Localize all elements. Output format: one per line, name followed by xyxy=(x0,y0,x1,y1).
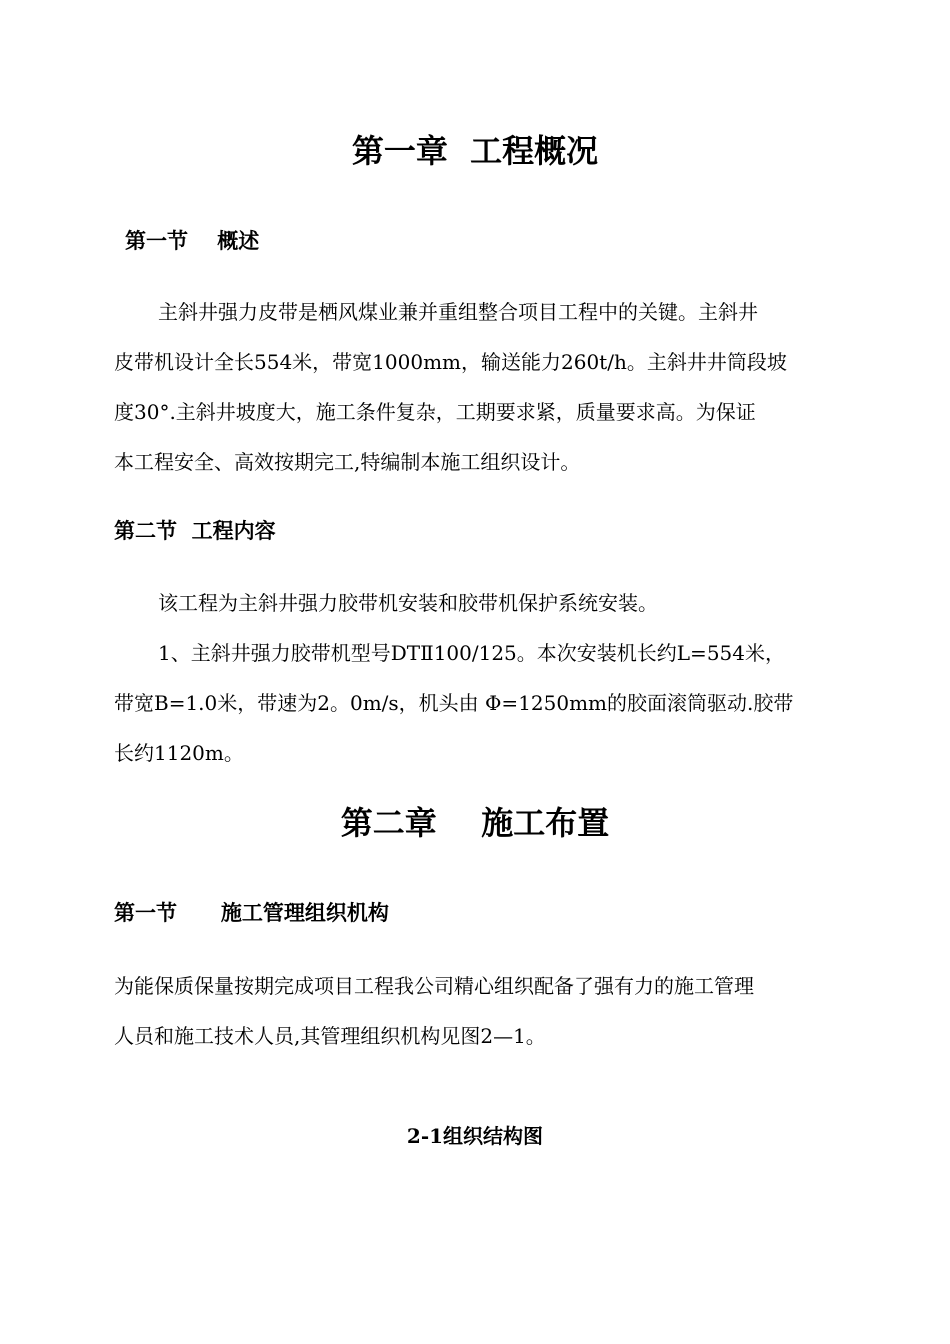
chapter-1-section-1-paragraph xyxy=(114,287,840,487)
paragraph-line: 主斜井强力皮带是栖风煤业兼并重组整合项目工程中的关键。主斜井 xyxy=(158,300,758,324)
paragraph-line: 本工程安全、高效按期完工,特编制本施工组织设计。 xyxy=(114,450,581,474)
figure-caption: 2-1组织结构图 xyxy=(406,1124,544,1148)
chapter-2-section-1-title: 第一节 施工管理组织机构 xyxy=(114,901,389,925)
paragraph-line: 该工程为主斜井强力胶带机安装和胶带机保护系统安装。 xyxy=(158,591,658,615)
chapter-2-section-1-paragraph xyxy=(114,961,840,1061)
chapter-1-section-1-title: 第一节 概述 xyxy=(125,229,260,253)
chapter-2-title: 第二章 施工布置 xyxy=(340,804,610,842)
chapter-1-title: 第一章 工程概况 xyxy=(351,132,599,170)
chapter-1-section-2-item-1 xyxy=(114,628,840,778)
chapter-1-section-2-title: 第二节 工程内容 xyxy=(114,519,276,543)
paragraph-line: 1、主斜井强力胶带机型号DTⅡ100/125。本次安装机长约L=554米， xyxy=(158,641,785,665)
chapter-1-section-2-intro xyxy=(114,578,840,628)
paragraph-line: 皮带机设计全长554米，带宽1000mm，输送能力260t/h。主斜井井筒段坡 xyxy=(114,350,787,374)
paragraph-line: 为能保质保量按期完成项目工程我公司精心组织配备了强有力的施工管理 xyxy=(114,974,754,998)
paragraph-line: 度30°.主斜井坡度大，施工条件复杂，工期要求紧，质量要求高。为保证 xyxy=(114,400,756,424)
paragraph-line: 带宽B=1.0米，带速为2。0m/s，机头由 Φ=1250mm的胶面滚筒驱动.胶带 xyxy=(114,691,794,715)
paragraph-line: 人员和施工技术人员,其管理组织机构见图2—1。 xyxy=(114,1024,546,1048)
paragraph-line: 长约1120m。 xyxy=(114,741,244,765)
